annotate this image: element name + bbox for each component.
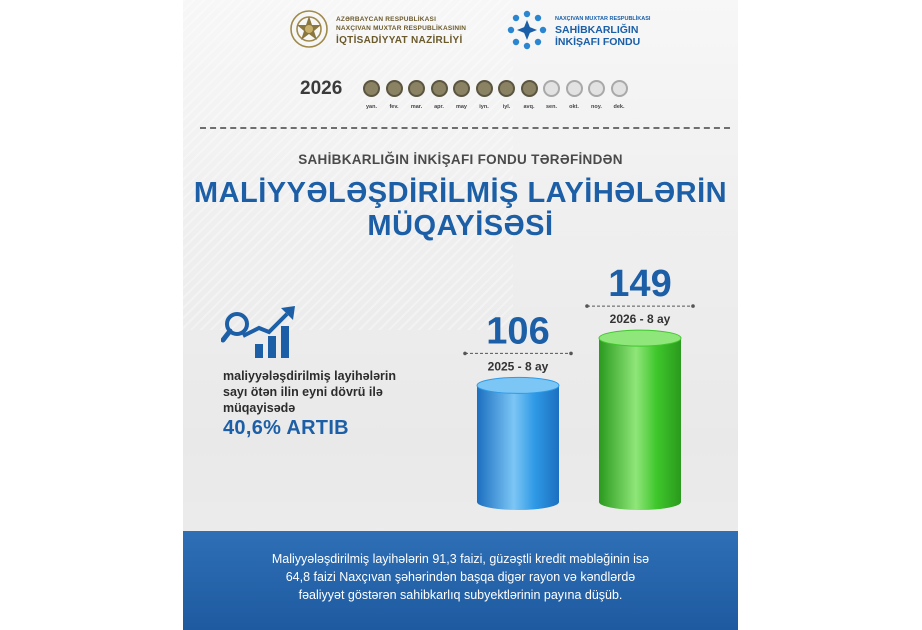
fund-name-line1: NAXÇIVAN MUXTAR RESPUBLİKASI	[555, 16, 651, 22]
description-line1: maliyyələşdirilmiş layihələrin	[223, 369, 397, 383]
month-dot-10	[566, 80, 583, 97]
month-dot-2	[386, 80, 403, 97]
month-label: mar.	[410, 104, 423, 110]
fund-emblem-icon	[505, 8, 549, 52]
description-line2: sayı ötən ilin eyni dövrü ilə	[223, 385, 383, 399]
infographic-card	[183, 0, 738, 630]
bar-category-label: 2026 - 8 ay	[609, 312, 671, 327]
bar-top	[477, 377, 559, 393]
page-title-line1: MALİYYƏLƏŞDİRİLMİŞ LAYİHƏLƏRİN	[193, 177, 728, 209]
bar-2026-8ay	[599, 338, 681, 502]
bar-2025-8ay	[477, 385, 559, 502]
month-dot-11	[588, 80, 605, 97]
month-dot-1	[363, 80, 380, 97]
bar-base	[477, 494, 559, 510]
growth-percentage: 40,6% ARTIB	[223, 417, 349, 439]
month-label: apr.	[434, 104, 444, 110]
month-label: sen.	[545, 104, 557, 110]
fund-name-line3: İNKİŞAFI FONDU	[555, 36, 641, 48]
ministry-logo	[288, 6, 467, 54]
underline-dot	[569, 352, 573, 356]
month-label: avq.	[523, 104, 535, 110]
month-dot-5	[453, 80, 470, 97]
month-label: yan.	[365, 104, 377, 110]
ministry-name-line1: AZƏRBAYCAN RESPUBLİKASI	[336, 16, 437, 23]
month-dot-3	[408, 80, 425, 97]
month-dot-12	[611, 80, 628, 97]
footer-note	[213, 550, 708, 604]
footer-line3: fəaliyyət göstərən sahibkarlıq subyektlərinin payına düşüb.	[298, 588, 623, 602]
month-timeline	[300, 78, 630, 118]
dashed-divider	[200, 127, 730, 129]
footer-band	[183, 531, 738, 630]
ministry-name-line2: NAXÇIVAN MUXTAR RESPUBLİKASININ	[336, 25, 467, 32]
month-dot-9	[543, 80, 560, 97]
underline-dot	[463, 352, 467, 356]
description-line3: müqayisədə	[223, 401, 296, 415]
month-label: iyn.	[479, 104, 489, 110]
bar-top	[599, 330, 681, 346]
fund-name-line2: SAHİBKARLIĞIN	[555, 24, 639, 36]
ministry-name-line3: İQTİSADİYYAT NAZİRLİYİ	[336, 35, 463, 46]
month-label: fev.	[389, 104, 399, 110]
month-label: iyl.	[502, 104, 511, 110]
bar-base	[599, 494, 681, 510]
month-dot-8	[521, 80, 538, 97]
underline-dot	[585, 304, 589, 308]
comparison-bar-chart	[183, 240, 738, 510]
month-dot-4	[431, 80, 448, 97]
month-dot-6	[476, 80, 493, 97]
footer-line1: Maliyyələşdirilmiş layihələrin 91,3 faizi, güzəştli kredit məbləğinin isə	[271, 552, 650, 566]
ministry-emblem-icon	[288, 6, 330, 52]
underline-dot	[691, 304, 695, 308]
month-label: noy.	[591, 104, 602, 110]
bar-value-label: 149	[608, 263, 672, 306]
bar-category-label: 2025 - 8 ay	[487, 359, 549, 374]
timeline-year: 2026	[300, 78, 343, 99]
fund-logo	[505, 8, 651, 54]
month-label: okt.	[569, 104, 579, 110]
bar-value-label: 106	[486, 310, 550, 353]
page-title-line2: MÜQAYİSƏSİ	[367, 210, 554, 242]
month-label: dek.	[613, 104, 625, 110]
month-label: may	[455, 104, 467, 110]
footer-line2: 64,8 faizi Naxçıvan şəhərindən başqa digər rayon və kəndlərdə	[285, 570, 636, 584]
page-subtitle: SAHİBKARLIĞIN İNKİŞAFI FONDU TƏRƏFİNDƏN	[298, 152, 623, 167]
month-dot-7	[498, 80, 515, 97]
